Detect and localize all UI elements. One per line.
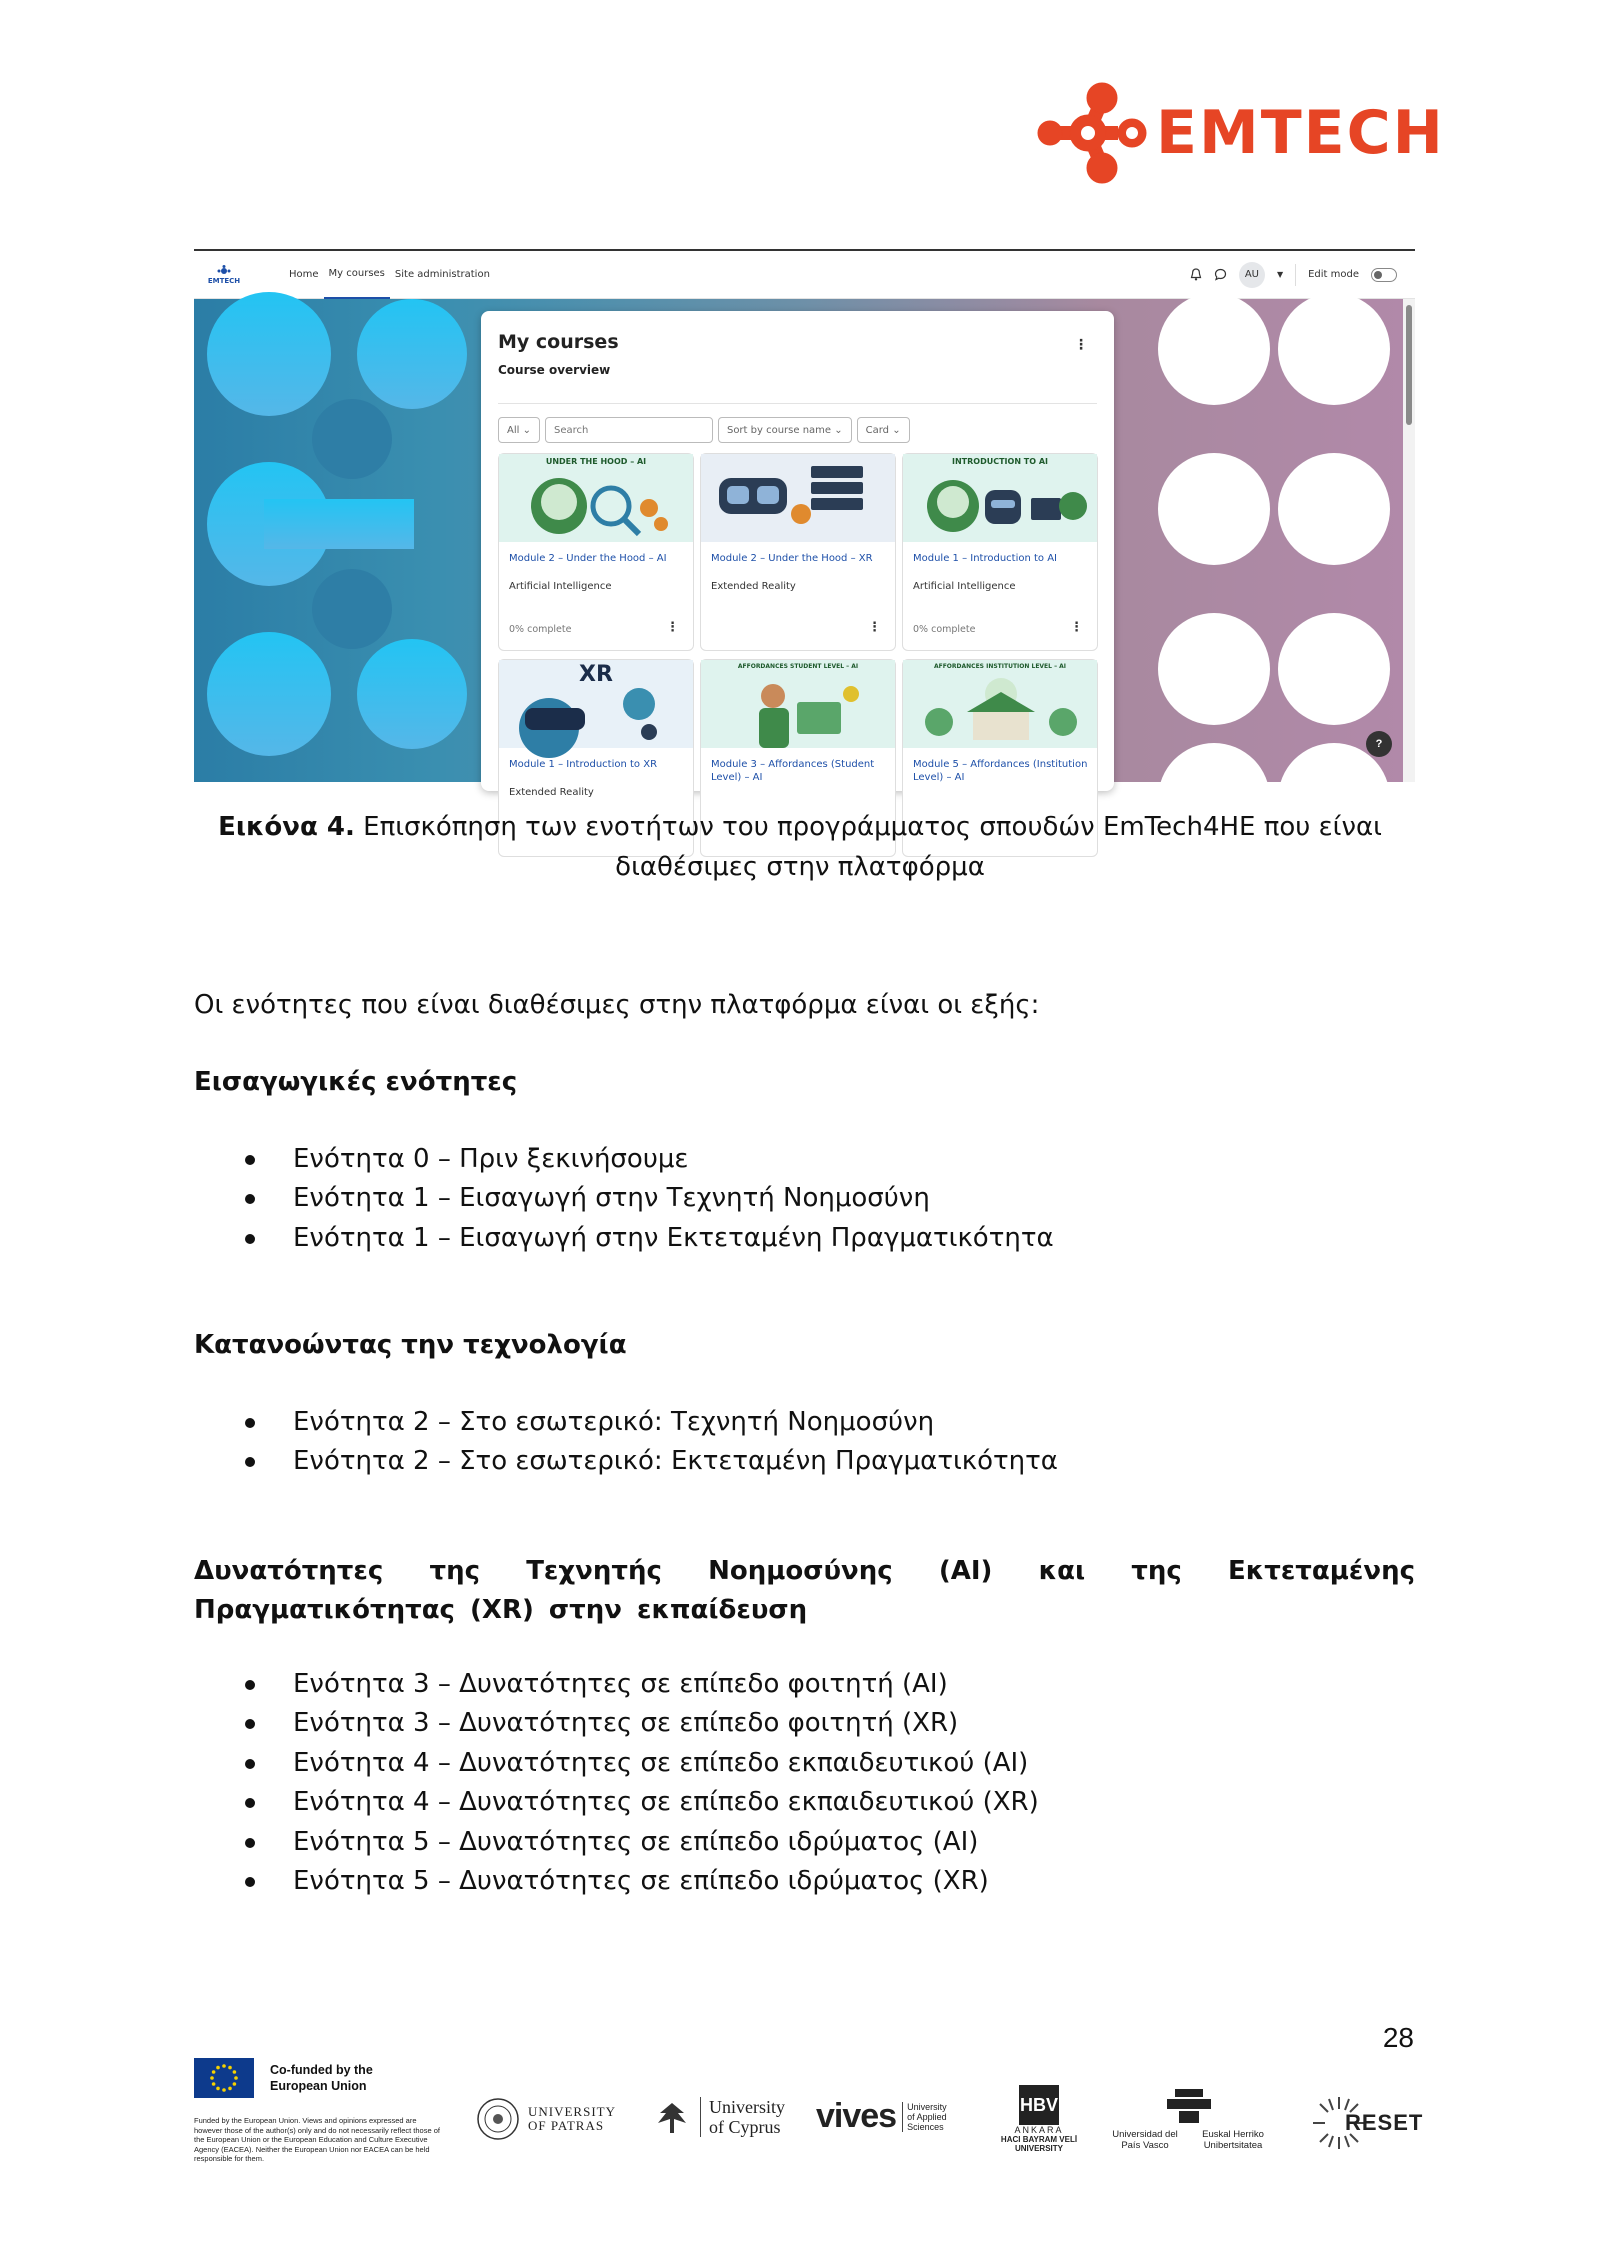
kebab-menu-icon[interactable]: ⋮ — [1074, 337, 1088, 353]
view-dropdown[interactable]: Card ⌄ — [857, 417, 910, 443]
course-progress: 0% complete — [913, 624, 976, 635]
patras-seal-icon — [476, 2097, 520, 2141]
grouping-dropdown[interactable]: All ⌄ — [498, 417, 540, 443]
edit-mode-toggle[interactable] — [1371, 268, 1397, 282]
module-list — [243, 1403, 1058, 1482]
partner-hbv: HBV ANKARA HACI BAYRAM VELİ UNIVERSITY — [984, 2085, 1094, 2153]
nav-my-courses[interactable]: My courses — [324, 251, 390, 299]
panel-subtitle: Course overview — [498, 363, 611, 377]
user-avatar[interactable]: AU — [1239, 262, 1265, 288]
list-item: Ενότητα 2 – Στο εσωτερικό: Εκτεταμένη Πραγματικότητα — [243, 1442, 1058, 1481]
course-name-link[interactable]: Module 2 – Under the Hood – AI — [509, 553, 667, 564]
course-image: AFFORDANCES INSTITUTION LEVEL – AI — [903, 660, 1097, 748]
course-card[interactable] — [498, 453, 694, 651]
course-progress: 0% complete — [509, 624, 572, 635]
eu-cofunded-title: Co-funded by the European Union — [270, 2063, 373, 2093]
platform-screenshot — [194, 249, 1415, 798]
partner-reset: RESET — [1311, 2095, 1423, 2151]
page-scrollbar[interactable] — [1403, 299, 1415, 782]
nav-site-administration[interactable]: Site administration — [394, 269, 490, 280]
figure-caption — [205, 807, 1395, 887]
list-item: Ενότητα 3 – Δυνατότητες σε επίπεδο φοιτητή (XR) — [243, 1704, 1039, 1743]
list-item: Ενότητα 5 – Δυνατότητες σε επίπεδο ιδρύματος (AI) — [243, 1823, 1039, 1862]
section-heading: Κατανοώντας την τεχνολογία — [194, 1330, 627, 1360]
course-card[interactable] — [700, 453, 896, 651]
course-category: Extended Reality — [509, 787, 594, 798]
list-item: Ενότητα 1 – Εισαγωγή στην Εκτεταμένη Πραγματικότητα — [243, 1219, 1054, 1258]
partner-logos — [476, 2085, 1424, 2165]
emtech-small-icon — [216, 265, 232, 277]
panel-title: My courses — [498, 331, 619, 353]
upv-ehu-emblem-icon — [1161, 2085, 1217, 2125]
vr-headset-icon — [701, 454, 897, 528]
search-input[interactable] — [545, 417, 713, 443]
brand-name: EMTECH — [1156, 98, 1445, 168]
chat-icon[interactable] — [1214, 268, 1227, 281]
caption-label: Εικόνα 4. — [218, 812, 355, 842]
list-item: Ενότητα 4 – Δυνατότητες σε επίπεδο εκπαιδευτικού (AI) — [243, 1744, 1039, 1783]
list-item: Ενότητα 2 – Στο εσωτερικό: Τεχνητή Νοημοσύνη — [243, 1403, 1058, 1442]
nav-home[interactable]: Home — [289, 269, 319, 280]
emtech-molecule-icon — [1036, 78, 1154, 188]
partner-patras: UNIVERSITY OF PATRAS — [476, 2097, 628, 2141]
cyprus-tree-icon — [652, 2097, 692, 2137]
help-button[interactable]: ? — [1366, 731, 1392, 757]
course-category: Extended Reality — [711, 581, 796, 592]
list-item: Ενότητα 5 – Δυνατότητες σε επίπεδο ιδρύματος (XR) — [243, 1862, 1039, 1901]
course-category: Artificial Intelligence — [913, 581, 1016, 592]
section-heading: Εισαγωγικές ενότητες — [194, 1067, 518, 1097]
course-category: Artificial Intelligence — [509, 581, 612, 592]
course-menu-icon[interactable]: ⋮ — [666, 620, 679, 635]
divider — [498, 403, 1097, 404]
course-name-link[interactable]: Module 2 – Under the Hood – XR — [711, 553, 873, 564]
list-item: Ενότητα 0 – Πριν ξεκινήσουμε — [243, 1140, 1054, 1179]
partner-cyprus: University of Cyprus — [652, 2097, 800, 2137]
partner-vives: vives University of Applied Sciences — [816, 2097, 952, 2136]
course-image: INTRODUCTION TO AI — [903, 454, 1097, 542]
page-number: 28 — [1382, 2022, 1414, 2053]
chevron-down-icon[interactable]: ▼ — [1276, 270, 1284, 279]
section-heading: Δυνατότητες της Τεχνητής Νοημοσύνης (AI) και της Εκτεταμένης Πραγματικότητας (XR) στην εκπαίδευση — [194, 1556, 1415, 1625]
institution-building-icon — [903, 674, 1099, 748]
eu-flag-icon — [194, 2058, 254, 2098]
edit-mode-label: Edit mode — [1308, 269, 1359, 280]
emtech-logo — [1036, 78, 1445, 188]
sort-dropdown[interactable]: Sort by course name ⌄ — [718, 417, 852, 443]
eu-disclaimer: Funded by the European Union. Views and opinions expressed are however those of the author(s) only and do not necessarily reflect those of the European Union or the European Education and Culture Executive Agency (EACEA). Neither the European Union nor EACEA can be held responsible for them. — [194, 2116, 440, 2164]
list-item: Ενότητα 3 – Δυνατότητες σε επίπεδο φοιτητή (AI) — [243, 1665, 1039, 1704]
list-item: Ενότητα 1 – Εισαγωγή στην Τεχνητή Νοημοσύνη — [243, 1179, 1054, 1218]
module-list — [243, 1140, 1054, 1258]
partner-upv-ehu: Universidad del País Vasco Euskal Herriko Unibertsitatea — [1110, 2085, 1268, 2151]
course-name-link[interactable]: Module 1 – Introduction to AI — [913, 553, 1058, 564]
list-item: Ενότητα 4 – Δυνατότητες σε επίπεδο εκπαιδευτικού (XR) — [243, 1783, 1039, 1822]
module-list — [243, 1665, 1039, 1901]
caption-text: Επισκόπηση των ενοτήτων του προγράμματος σπουδών EmTech4HE που είναι διαθέσιμες στην πλατφόρμα — [363, 812, 1382, 882]
bell-icon[interactable] — [1190, 268, 1202, 281]
my-courses-panel — [481, 311, 1114, 798]
moodle-logo[interactable]: EMTECH — [194, 265, 254, 285]
student-tablet-icon — [701, 674, 897, 748]
intro-paragraph: Οι ενότητες που είναι διαθέσιμες στην πλατφόρμα είναι οι εξής: — [194, 990, 1040, 1020]
course-card[interactable] — [902, 453, 1098, 651]
course-menu-icon[interactable]: ⋮ — [1070, 620, 1083, 635]
course-menu-icon[interactable]: ⋮ — [868, 620, 881, 635]
course-name-link[interactable]: Module 1 – Introduction to XR — [509, 759, 658, 770]
course-image: XR — [499, 660, 693, 748]
course-name-link[interactable]: Module 5 – Affordances (Institution Level) – AI — [913, 759, 1088, 783]
robot-brain-icon — [903, 468, 1099, 542]
moodle-navbar — [194, 251, 1415, 299]
nav-divider — [1295, 264, 1296, 286]
course-image: UNDER THE HOOD – AI — [499, 454, 693, 542]
course-name-link[interactable]: Module 3 – Affordances (Student Level) – AI — [711, 759, 875, 783]
brain-gears-icon — [499, 468, 695, 542]
course-image: AFFORDANCES STUDENT LEVEL – AI — [701, 660, 895, 748]
xr-headset-globe-icon — [499, 688, 695, 762]
course-image — [701, 454, 895, 542]
